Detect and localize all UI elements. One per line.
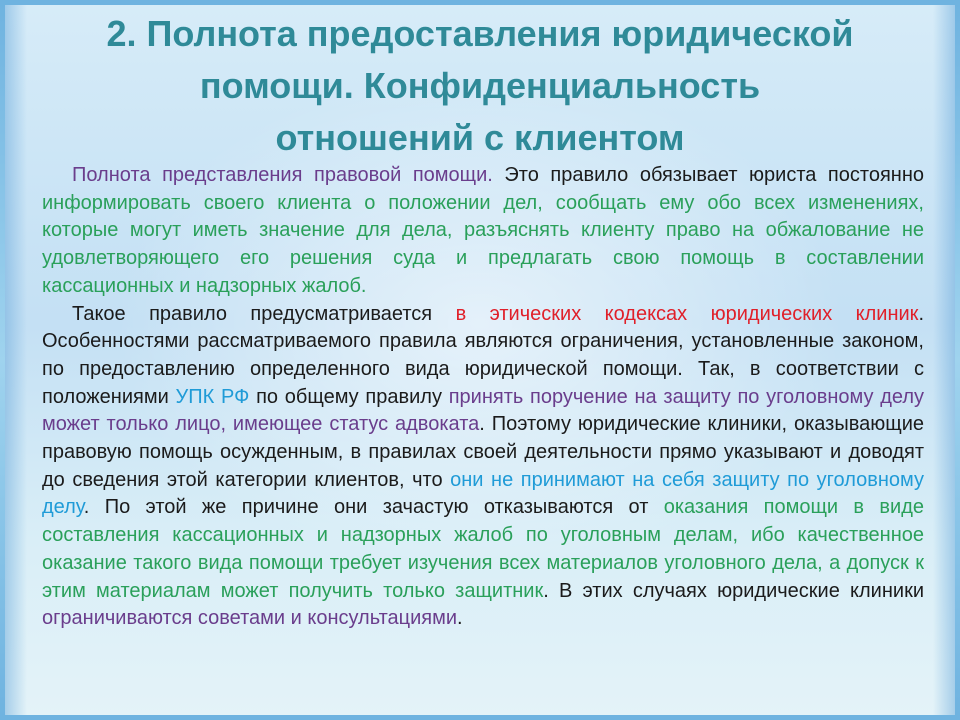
p2-complaints: оказания помощи в виде составления кассационных и надзорных жалоб по уголовным делам, ибо качественное оказание такого вида помощи требует изучения всех материалов уголовного дела, а допуск к этим материалам может получить только защитник (42, 496, 924, 602)
p2-text-6: . В этих случаях юридические клиники (543, 579, 924, 602)
title-line-1: 2. Полнота предоставления юридической (106, 13, 854, 54)
p2-ethics-codes: в этических кодексах юридических клиник (455, 302, 919, 325)
paragraph-2 (42, 301, 924, 633)
p2-advocate-rule: принять поручение на защиту по уголовному делу может только лицо, имеющее статус адвоката (42, 385, 925, 436)
p2-upk-rf: УПК РФ (175, 385, 250, 408)
p2-text-7: . (457, 607, 463, 630)
p2-text-1: Такое правило предусматривается (72, 302, 456, 325)
slide-title (20, 8, 940, 164)
p1-highlight: информировать своего клиента о положении дел, сообщать ему обо всех изменениях, которые могут иметь значение для дела, разъяснять клиенту право на обжалование не удовлетворяющего его решения суда и предлагать свою помощь в составлении кассационных и надзорных жалоб. (42, 191, 924, 297)
p2-no-defense: они не принимают на себя защиту по уголовному делу (42, 468, 924, 519)
p2-advice: ограничиваются советами и консультациями (42, 607, 458, 630)
p1-text: Это правило обязывает юриста постоянно (492, 164, 924, 186)
slide-body (42, 162, 924, 633)
paragraph-1 (42, 162, 924, 301)
title-line-3: отношений с клиентом (275, 117, 685, 158)
p2-text-4: . Поэтому юридические клиники, оказывающие правовую помощь осужденным, в правилах своей деятельности прямо указывают и доводят до сведения этой категории клиентов, что (42, 413, 924, 491)
p2-text-2: . Особенностями рассматриваемого правила являются ограничения, установленные законом, по предоставлению определенного вида юридической помощи. Так, в соответствии с положениями (42, 302, 924, 408)
p2-text-3: по общему правилу (249, 385, 449, 408)
p1-heading-phrase: Полнота представления правовой помощи. (72, 164, 493, 186)
title-line-2: помощи. Конфиденциальность (199, 65, 761, 106)
p2-text-5: . По этой же причине они зачастую отказываются от (83, 496, 664, 519)
